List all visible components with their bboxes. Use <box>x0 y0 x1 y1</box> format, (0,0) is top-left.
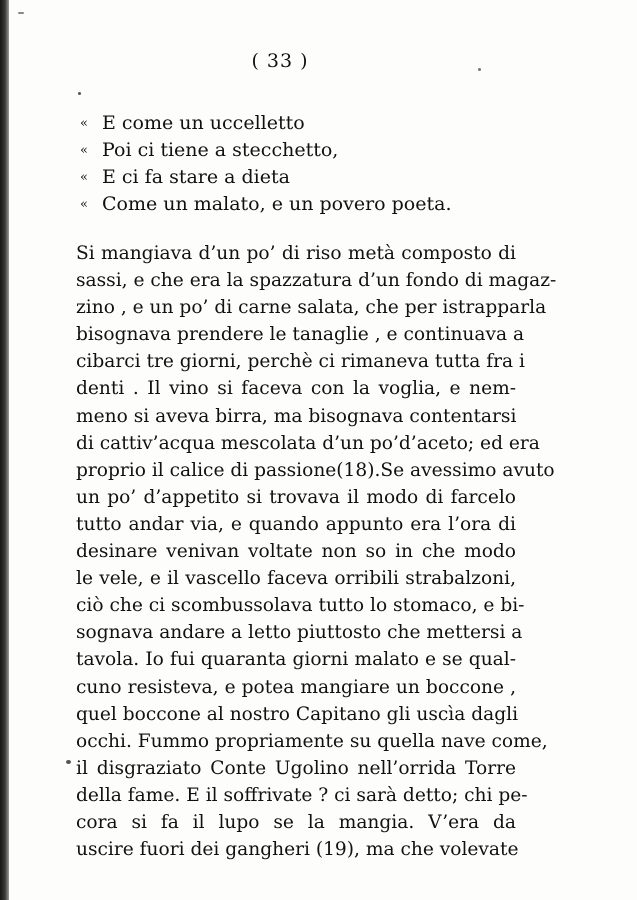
prose-line: della fame. E il soffrivate ? ci sarà detto; chi pe- <box>76 784 528 806</box>
ink-speck <box>18 12 24 14</box>
prose-paragraph <box>76 240 557 863</box>
prose-line: uscire fuori dei gangheri (19), ma che volevate <box>76 839 519 861</box>
verse-line <box>80 191 500 218</box>
verse-block <box>80 110 500 218</box>
prose-line: cuno resisteva, e potea mangiare un boccone , <box>76 676 516 698</box>
prose-line: desinare venivan voltate non so in che modo <box>76 541 516 563</box>
prose-line: ciò che ci scombussolava tutto lo stomaco, e bi- <box>76 595 525 617</box>
verse-line <box>80 164 500 191</box>
prose-line: sognava andare a letto piuttosto che mettersi a <box>76 622 523 644</box>
page-number: ( 33 ) <box>251 50 309 72</box>
prose-line: proprio il calice di passione(18).Se avessimo avuto <box>76 459 555 481</box>
ink-speck <box>478 68 481 71</box>
prose-line: cora si fa il lupo se la mangia. V’era da <box>76 811 516 833</box>
prose-line: denti . Il vino si faceva con la voglia, e nem- <box>76 378 516 400</box>
ink-speck <box>78 92 81 95</box>
ink-speck <box>66 760 71 764</box>
prose-line: le vele, e il vascello faceva orribili strabalzoni, <box>76 568 516 590</box>
prose-line: zino , e un po’ di carne salata, che per istrapparla <box>76 297 547 319</box>
verse-text: E come un uccelletto <box>102 112 305 134</box>
quote-mark: « <box>80 197 88 212</box>
verse-line <box>80 137 500 164</box>
prose-line: di cattiv’acqua mescolata d’un po’d’aceto; ed era <box>76 432 540 454</box>
prose-line: occhi. Fummo propriamente su quella nave come, <box>76 730 548 752</box>
verse-text: Come un malato, e un povero poeta. <box>102 193 452 215</box>
prose-line: meno si aveva birra, ma bisognava contentarsi <box>76 405 517 427</box>
prose-line: un po’ d’appetito si trovava il modo di farcelo <box>76 486 516 508</box>
quote-mark: « <box>80 116 88 131</box>
prose-line: Si mangiava d’un po’ di riso metà composto di <box>76 243 516 264</box>
prose-line: tavola. Io fui quaranta giorni malato e se qual- <box>76 649 516 671</box>
prose-line: sassi, e che era la spazzatura d’un fondo di magaz- <box>76 270 557 292</box>
verse-text: Poi ci tiene a stecchetto, <box>102 139 339 161</box>
quote-mark: « <box>80 170 88 185</box>
prose-line: quel boccone al nostro Capitano gli uscìa dagli <box>76 703 519 725</box>
prose-line: il disgraziato Conte Ugolino nell’orrida Torre <box>76 757 516 779</box>
prose-line: cibarci tre giorni, perchè ci rimaneva tutta fra i <box>76 351 525 373</box>
prose-line: tutto andar via, e quando appunto era l’ora di <box>76 513 516 535</box>
verse-text: E ci fa stare a dieta <box>102 166 290 188</box>
binding-edge <box>0 0 9 900</box>
verse-line <box>80 110 500 137</box>
quote-mark: « <box>80 143 88 158</box>
prose-line: bisognava prendere le tanaglie , e continuava a <box>76 324 525 346</box>
